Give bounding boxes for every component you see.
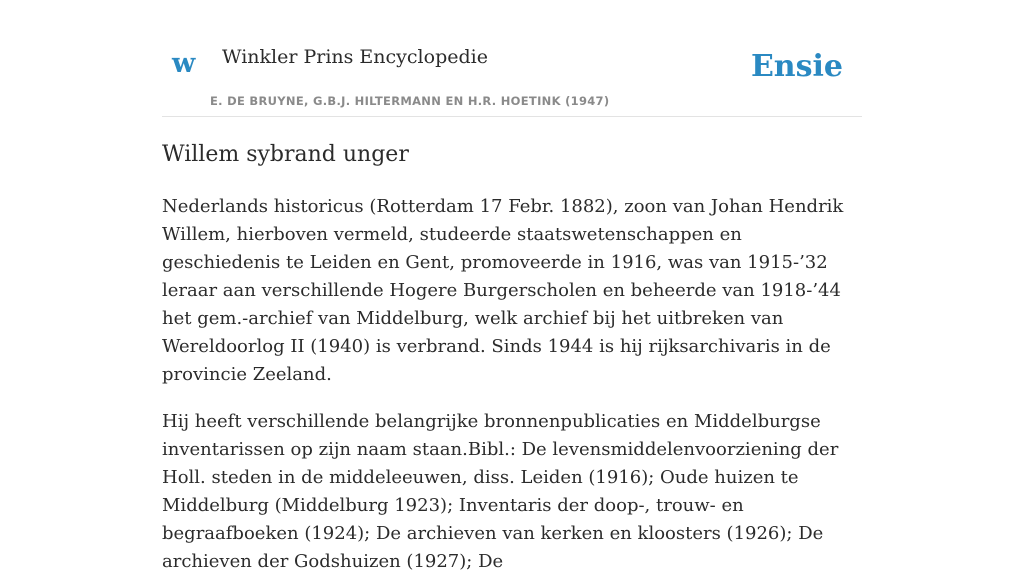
article-paragraph: Nederlands historicus (Rotterdam 17 Febr. 1882), zoon van Johan Hendrik Willem, hierboven vermeld, studeerde staatswetenschappen en geschiedenis te Leiden en Gent, promoveerde in 1916, was van 1915-’32 leraar aan verschillende Hogere Burgerscholen en beheerde van 1918-’44 het gem.-archief van Middelburg, welk archief bij het uitbreken van Wereldoorlog II (1940) is verbrand. Sinds 1944 is hij rijksarchivaris in de provincie Zeeland.: [162, 195, 844, 385]
ensie-logo[interactable]: Ensie: [750, 49, 843, 84]
winkler-prins-logo[interactable]: w: [172, 48, 196, 79]
encyclopedia-title[interactable]: Winkler Prins Encyclopedie: [222, 46, 488, 68]
page-container: [162, 0, 862, 576]
article-paragraph: Hij heeft verschillende belangrijke bronnenpublicaties en Middelburgse inventarissen op zijn naam staan.Bibl.: De levensmiddelenvoorziening der Holl. steden in de middeleeuwen, diss. Leiden (1916); Oude huizen te Middelburg (Middelburg 1923); Inventaris der doop-, trouw- en begraafboeken (1924); De archieven van kerken en kloosters (1926); De archieven der Godshuizen (1927); De: [162, 410, 839, 572]
encyclopedia-authors: E. DE BRUYNE, G.B.J. HILTERMANN EN H.R. HOETINK (1947): [210, 94, 610, 108]
site-header: [162, 0, 862, 117]
article-title: Willem sybrand unger: [162, 142, 409, 167]
